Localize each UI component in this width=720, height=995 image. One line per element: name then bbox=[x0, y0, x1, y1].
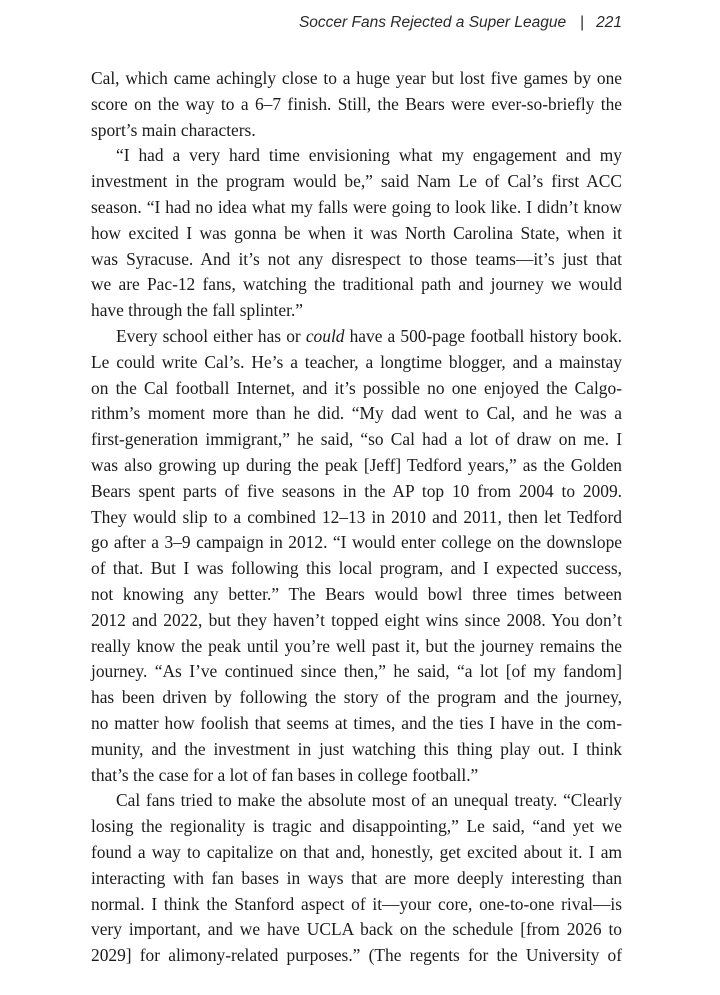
text-line: 2029] for alimony-related purposes.” (The regents for the University of bbox=[91, 945, 622, 966]
text-line: no matter how foolish that seems at times, and the ties I have in the com- bbox=[91, 712, 622, 733]
text-line: was Syracuse. And it’s not any disrespect to those teams—it’s just that bbox=[91, 248, 622, 269]
text-line: Le could write Cal’s. He’s a teacher, a longtime blogger, and a mainstay bbox=[91, 351, 622, 372]
text-line: losing the regionality is tragic and disappointing,” Le said, “and yet we bbox=[91, 816, 622, 837]
text-line: munity, and the investment in just watching this thing play out. I think bbox=[91, 738, 622, 759]
page-number: 221 bbox=[596, 14, 622, 31]
text-line: Cal, which came achingly close to a huge year but lost five games by one bbox=[91, 68, 622, 88]
text-line: we are Pac-12 fans, watching the traditional path and journey we would bbox=[91, 274, 622, 295]
running-head-separator: | bbox=[580, 14, 585, 31]
text-line: score on the way to a 6–7 finish. Still, the Bears were ever-so-briefly the bbox=[91, 93, 622, 114]
running-head bbox=[299, 14, 622, 32]
text-line-with-emphasis bbox=[91, 324, 622, 350]
emphasis-could: could bbox=[305, 325, 345, 346]
text-line: go after a 3–9 campaign in 2012. “I would enter college on the downslope bbox=[91, 532, 622, 553]
text-line: season. “I had no idea what my falls were going to look like. I didn’t know bbox=[91, 196, 622, 217]
text-line: normal. I think the Stanford aspect of it—your core, one-to-one rival—is bbox=[91, 893, 622, 914]
text-run: have a 500-page football history book. bbox=[344, 325, 623, 346]
text-run: Every school either has or bbox=[116, 325, 306, 346]
text-line: very important, and we have UCLA back on the schedule [from 2026 to bbox=[91, 919, 622, 940]
paragraph-1 bbox=[91, 66, 622, 143]
text-line: interacting with fan bases in ways that are more deeply interesting than bbox=[91, 867, 622, 888]
text-line: of that. But I was following this local program, and I expected success, bbox=[91, 558, 622, 579]
text-line: They would slip to a combined 12–13 in 2010 and 2011, then let Tedford bbox=[91, 506, 622, 527]
text-line: how excited I was gonna be when it was North Carolina State, when it bbox=[91, 222, 622, 243]
text-line: was also growing up during the peak [Jeff] Tedford years,” as the Golden bbox=[91, 454, 622, 475]
text-line: investment in the program would be,” said Nam Le of Cal’s first ACC bbox=[91, 171, 622, 192]
text-line: 2012 and 2022, but they haven’t topped eight wins since 2008. You don’t bbox=[91, 609, 622, 630]
text-line: “I had a very hard time envisioning what my engagement and my bbox=[116, 145, 622, 166]
text-line: Cal fans tried to make the absolute most of an unequal treaty. “Clearly bbox=[116, 790, 622, 811]
text-line: has been driven by following the story of the program and the journey, bbox=[91, 687, 622, 708]
text-line: that’s the case for a lot of fan bases in college football.” bbox=[91, 764, 479, 785]
text-line: sport’s main characters. bbox=[91, 119, 256, 140]
body-text bbox=[91, 66, 622, 969]
text-line: really know the peak until you’re well past it, but the journey remains the bbox=[91, 635, 622, 656]
paragraph-2 bbox=[91, 143, 622, 324]
text-line: first-generation immigrant,” he said, “so Cal had a lot of draw on me. I bbox=[91, 429, 622, 450]
paragraph-4 bbox=[91, 788, 622, 969]
text-line: found a way to capitalize on that and, honestly, get excited about it. I am bbox=[91, 841, 622, 862]
text-line: journey. “As I’ve continued since then,” he said, “a lot [of my fandom] bbox=[91, 661, 622, 682]
paragraph-3 bbox=[91, 324, 622, 788]
text-line: not knowing any better.” The Bears would bowl three times between bbox=[91, 583, 622, 604]
text-line: rithm’s moment more than he did. “My dad went to Cal, and he was a bbox=[91, 403, 622, 424]
text-line: Bears spent parts of five seasons in the AP top 10 from 2004 to 2009. bbox=[91, 480, 622, 501]
running-head-title: Soccer Fans Rejected a Super League bbox=[298, 14, 567, 31]
text-line: have through the fall splinter.” bbox=[91, 300, 304, 321]
text-line: on the Cal football Internet, and it’s possible no one enjoyed the Calgo- bbox=[91, 377, 622, 398]
